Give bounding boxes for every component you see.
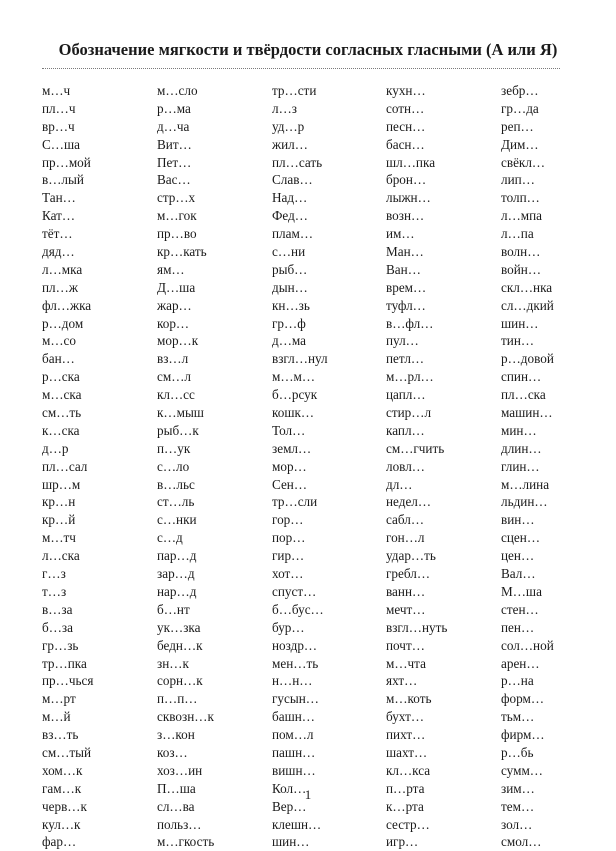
word-item: сцен… bbox=[501, 530, 541, 546]
word-item: б…за bbox=[42, 619, 73, 635]
word-item: б…бус… bbox=[272, 601, 324, 617]
word-item: пихт… bbox=[386, 727, 426, 743]
word-item: шр…м bbox=[42, 476, 81, 492]
word-item: врем… bbox=[386, 279, 427, 295]
word-item: капл… bbox=[386, 422, 425, 438]
word-column-3 bbox=[272, 82, 328, 851]
word-item: сестр… bbox=[386, 816, 430, 832]
word-item: волн… bbox=[501, 244, 541, 260]
word-item: п…ук bbox=[157, 440, 191, 456]
word-item: пр…во bbox=[157, 226, 197, 242]
word-item: ст…ль bbox=[157, 494, 195, 510]
word-item: земл… bbox=[272, 440, 312, 456]
word-item: зар…д bbox=[157, 566, 195, 582]
word-item: м…тч bbox=[42, 530, 76, 546]
word-item: мен…ть bbox=[272, 655, 319, 671]
word-item: взгл…нул bbox=[272, 351, 328, 367]
word-item: м…сло bbox=[157, 83, 198, 98]
word-item: кл…сс bbox=[157, 387, 195, 403]
word-item: Ман… bbox=[386, 244, 424, 260]
word-item: рыб…к bbox=[157, 422, 199, 438]
word-item: к…рта bbox=[386, 798, 424, 814]
word-item: кр…н bbox=[42, 494, 76, 510]
word-item: недел… bbox=[386, 494, 432, 510]
word-item: Над… bbox=[272, 190, 308, 206]
word-item: бур… bbox=[272, 619, 305, 635]
word-item: т…з bbox=[42, 583, 67, 599]
word-item: гр…да bbox=[501, 100, 539, 116]
word-item: пр…чься bbox=[42, 673, 94, 689]
word-item: с…д bbox=[157, 530, 183, 546]
word-item: м…м… bbox=[272, 369, 316, 385]
word-item: м…чта bbox=[386, 655, 426, 671]
word-item: Слав… bbox=[272, 172, 313, 188]
word-item: п…п… bbox=[157, 691, 198, 707]
word-item: к…ска bbox=[42, 422, 80, 438]
word-item: пл…сал bbox=[42, 458, 88, 474]
word-item: см…тый bbox=[42, 744, 92, 760]
word-item: пл…ж bbox=[42, 279, 78, 295]
word-item: пул… bbox=[386, 333, 419, 349]
word-item: Вас… bbox=[157, 172, 191, 188]
word-item: шин… bbox=[272, 834, 310, 850]
word-item: вз…л bbox=[157, 351, 189, 367]
word-item: м…со bbox=[42, 333, 76, 349]
word-item: р…довой bbox=[501, 351, 554, 367]
word-item: см…ть bbox=[42, 405, 82, 421]
word-item: в…фл… bbox=[386, 315, 434, 331]
word-item: жил… bbox=[272, 136, 308, 152]
word-item: хом…к bbox=[42, 762, 83, 778]
word-item: М…ша bbox=[501, 583, 542, 599]
word-item: дын… bbox=[272, 279, 308, 295]
word-item: удар…ть bbox=[386, 548, 436, 564]
word-item: к…мыш bbox=[157, 405, 204, 421]
word-item: С…ша bbox=[42, 136, 80, 152]
word-item: р…на bbox=[501, 673, 534, 689]
word-item: длин… bbox=[501, 440, 542, 456]
word-item: смол… bbox=[501, 834, 542, 850]
word-item: толп… bbox=[501, 190, 540, 206]
word-item: нар…д bbox=[157, 583, 197, 599]
word-item: р…ска bbox=[42, 369, 80, 385]
word-item: кл…кса bbox=[386, 762, 431, 778]
word-item: зим… bbox=[501, 780, 535, 796]
word-item: ловл… bbox=[386, 458, 425, 474]
word-item: пл…ч bbox=[42, 100, 76, 116]
word-item: пен… bbox=[501, 619, 535, 635]
word-item: башн… bbox=[272, 709, 315, 725]
word-item: реп… bbox=[501, 118, 534, 134]
word-item: гусын… bbox=[272, 691, 319, 707]
word-item: гребл… bbox=[386, 566, 431, 582]
word-item: петл… bbox=[386, 351, 425, 367]
word-item: л…мка bbox=[42, 261, 83, 277]
word-item: тр…сти bbox=[272, 83, 317, 98]
word-item: гон…л bbox=[386, 530, 425, 546]
word-item: сабл… bbox=[386, 512, 425, 528]
word-item: тёт… bbox=[42, 226, 73, 242]
word-item: глин… bbox=[501, 458, 540, 474]
word-column-5 bbox=[501, 82, 554, 851]
word-item: вин… bbox=[501, 512, 535, 528]
word-item: гор… bbox=[272, 512, 304, 528]
word-item: сл…ва bbox=[157, 798, 195, 814]
word-item: льдин… bbox=[501, 494, 548, 510]
word-item: ноздр… bbox=[272, 637, 318, 653]
word-item: Ван… bbox=[386, 261, 421, 277]
word-item: лыжн… bbox=[386, 190, 431, 206]
page-title: Обозначение мягкости и твёрдости согласных гласными (А или Я) bbox=[58, 40, 558, 59]
word-item: пашн… bbox=[272, 744, 316, 760]
word-item: шин… bbox=[501, 315, 539, 331]
word-item: спин… bbox=[501, 369, 542, 385]
word-item: м…рт bbox=[42, 691, 76, 707]
word-item: н…н… bbox=[272, 673, 313, 689]
word-item: скл…нка bbox=[501, 279, 553, 295]
word-item: гр…ф bbox=[272, 315, 306, 331]
word-item: б…рсук bbox=[272, 387, 318, 403]
word-item: песн… bbox=[386, 118, 426, 134]
word-item: л…з bbox=[272, 100, 297, 116]
word-item: м…ч bbox=[42, 83, 71, 98]
word-item: пл…ска bbox=[501, 387, 546, 403]
page-number: 1 bbox=[304, 787, 312, 802]
word-item: мор…к bbox=[157, 333, 199, 349]
word-item: с…нки bbox=[157, 512, 197, 528]
word-item: бедн…к bbox=[157, 637, 203, 653]
word-item: в…за bbox=[42, 601, 73, 617]
word-item: бан… bbox=[42, 351, 75, 367]
word-item: в…лый bbox=[42, 172, 84, 188]
word-item: фар… bbox=[42, 834, 77, 850]
word-item: возн… bbox=[386, 208, 425, 224]
word-item: р…ма bbox=[157, 100, 191, 116]
word-item: туфл… bbox=[386, 297, 426, 313]
word-item: см…л bbox=[157, 369, 191, 385]
word-item: яхт… bbox=[386, 673, 418, 689]
word-item: им… bbox=[386, 226, 415, 242]
word-item: игр… bbox=[386, 834, 419, 850]
word-item: д…р bbox=[42, 440, 69, 456]
word-item: б…нт bbox=[157, 601, 190, 617]
word-item: пом…л bbox=[272, 727, 314, 743]
word-item: гр…зь bbox=[42, 637, 79, 653]
word-item: л…мпа bbox=[501, 208, 543, 224]
word-item: кул…к bbox=[42, 816, 81, 832]
word-item: кошк… bbox=[272, 405, 315, 421]
word-item: шл…пка bbox=[386, 154, 436, 170]
word-item: гир… bbox=[272, 548, 305, 564]
word-item: тьм… bbox=[501, 709, 535, 725]
word-item: Дим… bbox=[501, 136, 539, 152]
word-item: тем… bbox=[501, 798, 535, 814]
word-item: гам…к bbox=[42, 780, 82, 796]
word-item: ям… bbox=[157, 261, 185, 277]
word-item: цапл… bbox=[386, 387, 426, 403]
word-item: мин… bbox=[501, 422, 537, 438]
word-item: хоз…ин bbox=[157, 762, 203, 778]
word-item: р…дом bbox=[42, 315, 84, 331]
word-item: вр…ч bbox=[42, 118, 75, 134]
word-item: м…й bbox=[42, 709, 71, 725]
word-item: стр…х bbox=[157, 190, 196, 206]
word-item: м…рл… bbox=[386, 369, 434, 385]
word-item: мор… bbox=[272, 458, 307, 474]
word-item: жар… bbox=[157, 297, 192, 313]
word-item: л…ска bbox=[42, 548, 80, 564]
word-item: п…рта bbox=[386, 780, 425, 796]
word-item: Вит… bbox=[157, 136, 192, 152]
word-columns bbox=[0, 82, 616, 850]
word-item: з…кон bbox=[157, 727, 195, 743]
word-item: коз… bbox=[157, 744, 188, 760]
word-item: стир…л bbox=[386, 405, 432, 421]
word-item: пл…сать bbox=[272, 154, 323, 170]
word-item: басн… bbox=[386, 136, 425, 152]
word-column-4 bbox=[386, 82, 447, 851]
word-item: пор… bbox=[272, 530, 306, 546]
word-item: Сен… bbox=[272, 476, 308, 492]
word-item: м…лина bbox=[501, 476, 550, 492]
word-item: м…гок bbox=[157, 208, 197, 224]
word-item: д…ча bbox=[157, 118, 190, 134]
word-item: м…коть bbox=[386, 691, 432, 707]
word-item: почт… bbox=[386, 637, 425, 653]
word-item: Тол… bbox=[272, 422, 306, 438]
word-item: спуст… bbox=[272, 583, 317, 599]
word-item: польз… bbox=[157, 816, 202, 832]
word-item: форм… bbox=[501, 691, 545, 707]
word-item: сорн…к bbox=[157, 673, 203, 689]
word-item: зол… bbox=[501, 816, 533, 832]
word-item: кн…зь bbox=[272, 297, 310, 313]
word-item: Кол… bbox=[272, 780, 307, 796]
word-item: д…ма bbox=[272, 333, 307, 349]
word-item: с…ни bbox=[272, 244, 306, 260]
word-item: кр…й bbox=[42, 512, 76, 528]
word-item: Пет… bbox=[157, 154, 192, 170]
word-item: сл…дкий bbox=[501, 297, 554, 313]
word-item: в…льс bbox=[157, 476, 195, 492]
word-item: ванн… bbox=[386, 583, 426, 599]
word-item: плам… bbox=[272, 226, 314, 242]
word-item: л…па bbox=[501, 226, 534, 242]
word-item: стен… bbox=[501, 601, 539, 617]
word-item: Д…ша bbox=[157, 279, 196, 295]
word-item: клешн… bbox=[272, 816, 322, 832]
word-item: вишн… bbox=[272, 762, 316, 778]
word-item: м…ска bbox=[42, 387, 82, 403]
word-item: дл… bbox=[386, 476, 413, 492]
word-item: рыб… bbox=[272, 261, 308, 277]
word-item: мечт… bbox=[386, 601, 426, 617]
word-item: шахт… bbox=[386, 744, 428, 760]
word-item: свёкл… bbox=[501, 154, 546, 170]
word-item: арен… bbox=[501, 655, 540, 671]
word-item: бухт… bbox=[386, 709, 425, 725]
word-item: Тан… bbox=[42, 190, 76, 206]
word-item: кор… bbox=[157, 315, 190, 331]
word-item: фирм… bbox=[501, 727, 545, 743]
title-divider bbox=[42, 68, 560, 69]
word-item: сквозн…к bbox=[157, 709, 214, 725]
word-item: дяд… bbox=[42, 244, 75, 260]
word-item: уд…р bbox=[272, 118, 305, 134]
word-item: р…бь bbox=[501, 744, 534, 760]
word-item: ук…зка bbox=[157, 619, 201, 635]
word-item: зн…к bbox=[157, 655, 189, 671]
word-item: Фед… bbox=[272, 208, 308, 224]
word-item: сумм… bbox=[501, 762, 543, 778]
word-item: Вер… bbox=[272, 798, 307, 814]
word-item: кухн… bbox=[386, 83, 426, 98]
word-item: Кат… bbox=[42, 208, 76, 224]
word-item: машин… bbox=[501, 405, 553, 421]
word-item: брон… bbox=[386, 172, 427, 188]
word-item: тин… bbox=[501, 333, 535, 349]
word-item: м…гкость bbox=[157, 834, 215, 850]
word-item: сотн… bbox=[386, 100, 425, 116]
word-column-1 bbox=[42, 82, 93, 851]
word-item: тр…сли bbox=[272, 494, 318, 510]
word-column-2 bbox=[157, 82, 214, 851]
word-item: П…ша bbox=[157, 780, 196, 796]
word-item: с…ло bbox=[157, 458, 190, 474]
word-item: см…гчить bbox=[386, 440, 445, 456]
word-item: войн… bbox=[501, 261, 542, 277]
word-item: Вал… bbox=[501, 566, 536, 582]
word-item: пр…мой bbox=[42, 154, 91, 170]
word-item: г…з bbox=[42, 566, 66, 582]
word-item: зебр… bbox=[501, 83, 539, 98]
word-item: тр…пка bbox=[42, 655, 87, 671]
word-item: цен… bbox=[501, 548, 535, 564]
word-item: кр…кать bbox=[157, 244, 207, 260]
word-item: вз…ть bbox=[42, 727, 79, 743]
word-item: лип… bbox=[501, 172, 535, 188]
word-item: взгл…нуть bbox=[386, 619, 448, 635]
word-item: фл…жка bbox=[42, 297, 92, 313]
word-item: сол…ной bbox=[501, 637, 554, 653]
word-item: хот… bbox=[272, 566, 304, 582]
word-item: пар…д bbox=[157, 548, 197, 564]
word-item: черв…к bbox=[42, 798, 87, 814]
